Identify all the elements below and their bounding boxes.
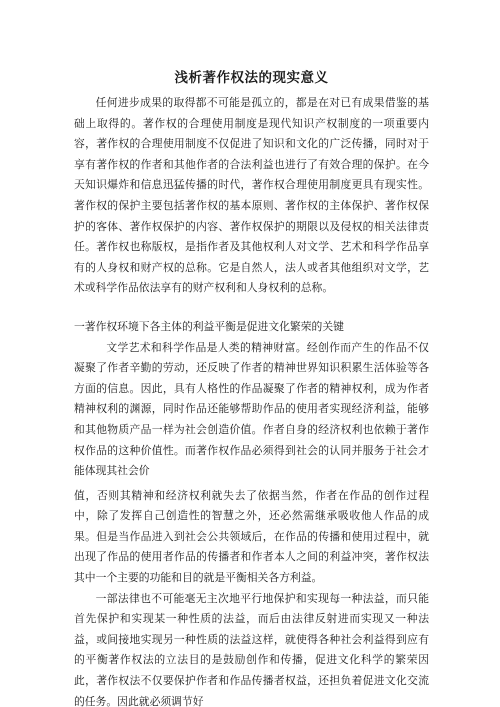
section-heading: 一著作权环境下各主体的利益平衡是促进文化繁荣的关键 <box>74 319 344 333</box>
paragraph-continuation: 值，否则其精神和经济权利就失去了依据当然，作者在作品的创作过程中，除了发挥自己创造性的智慧之外，还必然需继承吸收他人作品的成果。但是当作品进入到社会公共领域后，在作品的传播和使用过程中，就出现了作品的使用者作品的传播者和作者本人之间的利益冲突，著作权法其中一个主要的功能和目的就是平衡相关各方利益。 <box>74 488 429 585</box>
paragraph-balance: 一部法律也不可能毫无主次地平行地保护和实现每一种法益，而只能首先保护和实现某一种性质的法益，而后由法律反射进而实现又一种法益，或间接地实现另一种性质的法益这样，就使得各种社会利益得到应有的平衡著作权法的立法目的是鼓励创作和传播，促进文化科学的繁荣因此，著作权法不仅要保护作者和作品传播者权益，还担负着促进文化交流的任务。因此就必须调节好 <box>74 591 429 707</box>
paragraph-intro: 任何进步成果的取得都不可能是孤立的，都是在对已有成果借鉴的基础上取得的。著作权的合理使用制度是现代知识产权制度的一项重要内容，著作权的合理使用制度不仅促进了知识和文化的广泛传播，同时对于享有著作权的作者和其他作者的合法利益也进行了有效合理的保护。在今天知识爆炸和信息迅猛传播的时代，著作权合理使用制度更具有现实性。著作权的保护主要包括著作权的基本原则、著作权的主体保护、著作权保护的客体、著作权保护的内容、著作权保护的期限以及侵权的相关法律责任。著作权也称版权，是指作者及其他权利人对文学、艺术和科学作品享有的人身权和财产权的总称。它是自然人，法人或者其他组织对文学，艺术或科学作品依法享有的财产权利和人身权利的总称。 <box>74 96 429 295</box>
document-title: 浅析著作权法的现实意义 <box>174 70 329 86</box>
paragraph-section-1: 文学艺术和科学作品是人类的精神财富。经创作而产生的作品不仅凝聚了作者辛勤的劳动，还反映了作者的精神世界知识积累生活体验等各方面的信息。因此，具有人格性的作品凝聚了作者的精神权利，成为作者精神权利的渊源，同时作品还能够帮助作品的使用者实现经济利益，能够和其他物质产品一样为社会创造价值。作者自身的经济权利也依赖于著作权作品的这种价值性。而著作权作品必须得到社会的认同并服务于社会才能体现其社会价 <box>74 340 429 478</box>
paragraph-gap <box>74 299 429 317</box>
